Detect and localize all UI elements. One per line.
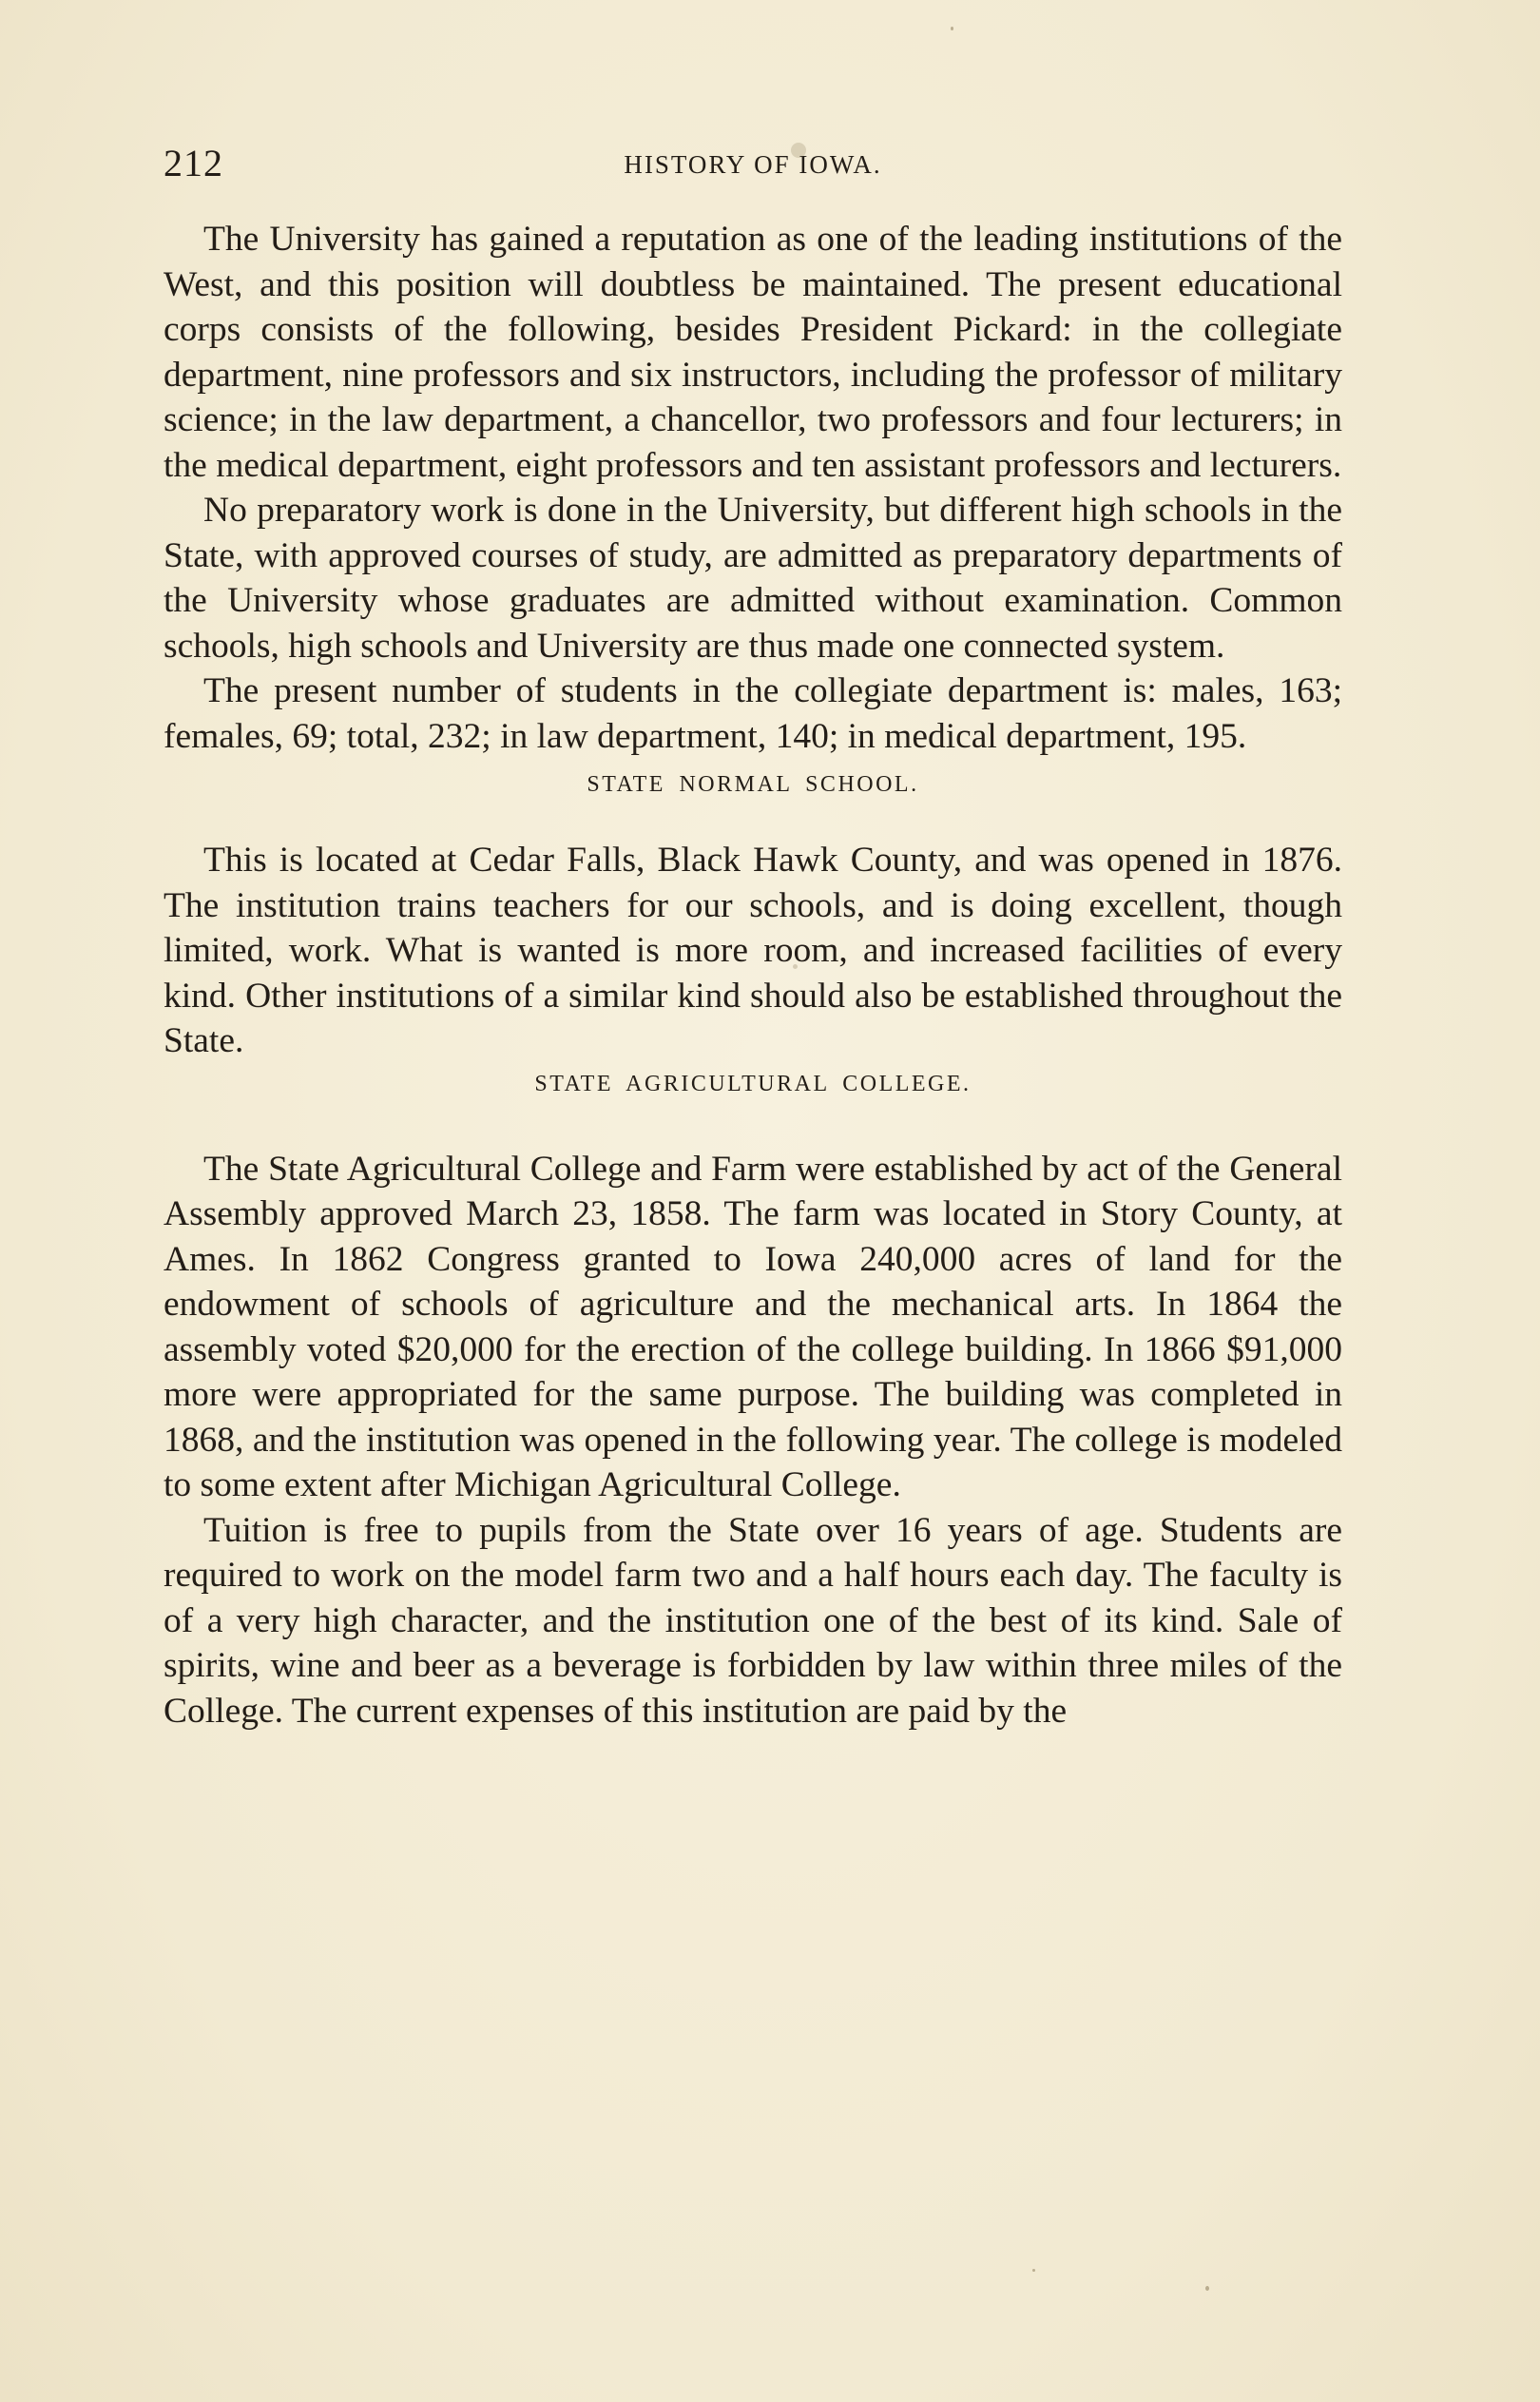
paragraph-student-numbers: The present number of students in the collegiate department is: males, 163; females, 69; total, 232; in law department, 140; in medical department, 195. [164, 671, 1342, 756]
page-number: 212 [164, 142, 223, 184]
paragraph-agricultural-college: The State Agricultural College and Farm were established by act of the General Assembly approved March 23, 1858. The farm was located in Story County, at Ames. In 1862 Congress granted to Iowa 240,000 acres of land for the endowment of schools of agriculture and the mechanical arts. In 1864 the assembly voted $20,000 for the erection of the college building. In 1866 $91,000 more were appropriated for the same purpose. The building was completed in 1868, and the institution was opened in the following year. The college is modeled to some extent after Michigan Agricultural College. [164, 1149, 1342, 1504]
running-head: HISTORY OF IOWA. [624, 150, 882, 179]
paper-speck [793, 964, 798, 969]
paragraph-university-faculty: The University has gained a reputation as one of the leading institutions of the West, and this position will doubtless be maintained. The present educational corps consists of the following, besides President Pickard: in the collegiate department, nine professors and six instructors, including the professor of military science; in the law department, a chancellor, two professors and four lecturers; in the medical department, eight professors and ten assistant professors and lecturers. [164, 220, 1342, 485]
paper-speck [951, 27, 953, 30]
paper-speck [1205, 2286, 1209, 2291]
paragraph-normal-school: This is located at Cedar Falls, Black Hawk County, and was opened in 1876. The institution trains teachers for our schools, and is doing excellent, though limited, work. What is wanted is more room, and increased facilities of every kind. Other institutions of a similar kind should also be established throughout the State. [164, 841, 1342, 1060]
paragraph-tuition: Tuition is free to pupils from the State over 16 years of age. Students are required to work on the model farm two and a half hours each day. The faculty is of a very high character, and the institution one of the best of its kind. Sale of spirits, wine and beer as a beverage is forbidden by law within three miles of the College. The current expenses of this institution are paid by the [164, 1510, 1342, 1731]
paper-speck [1032, 2269, 1035, 2272]
page-body [164, 217, 1342, 1734]
paper-speck [791, 143, 806, 158]
paragraph-preparatory-work: No preparatory work is done in the University, but different high schools in the State, with approved courses of study, are admitted as preparatory departments of the University whose graduates are admitted without examination. Common schools, high schools and University are thus made one connected system. [164, 491, 1342, 666]
heading-state-normal-school: STATE NORMAL SCHOOL. [587, 772, 919, 797]
heading-state-agricultural-college: STATE AGRICULTURAL COLLEGE. [534, 1071, 972, 1096]
page-header [164, 142, 1342, 184]
